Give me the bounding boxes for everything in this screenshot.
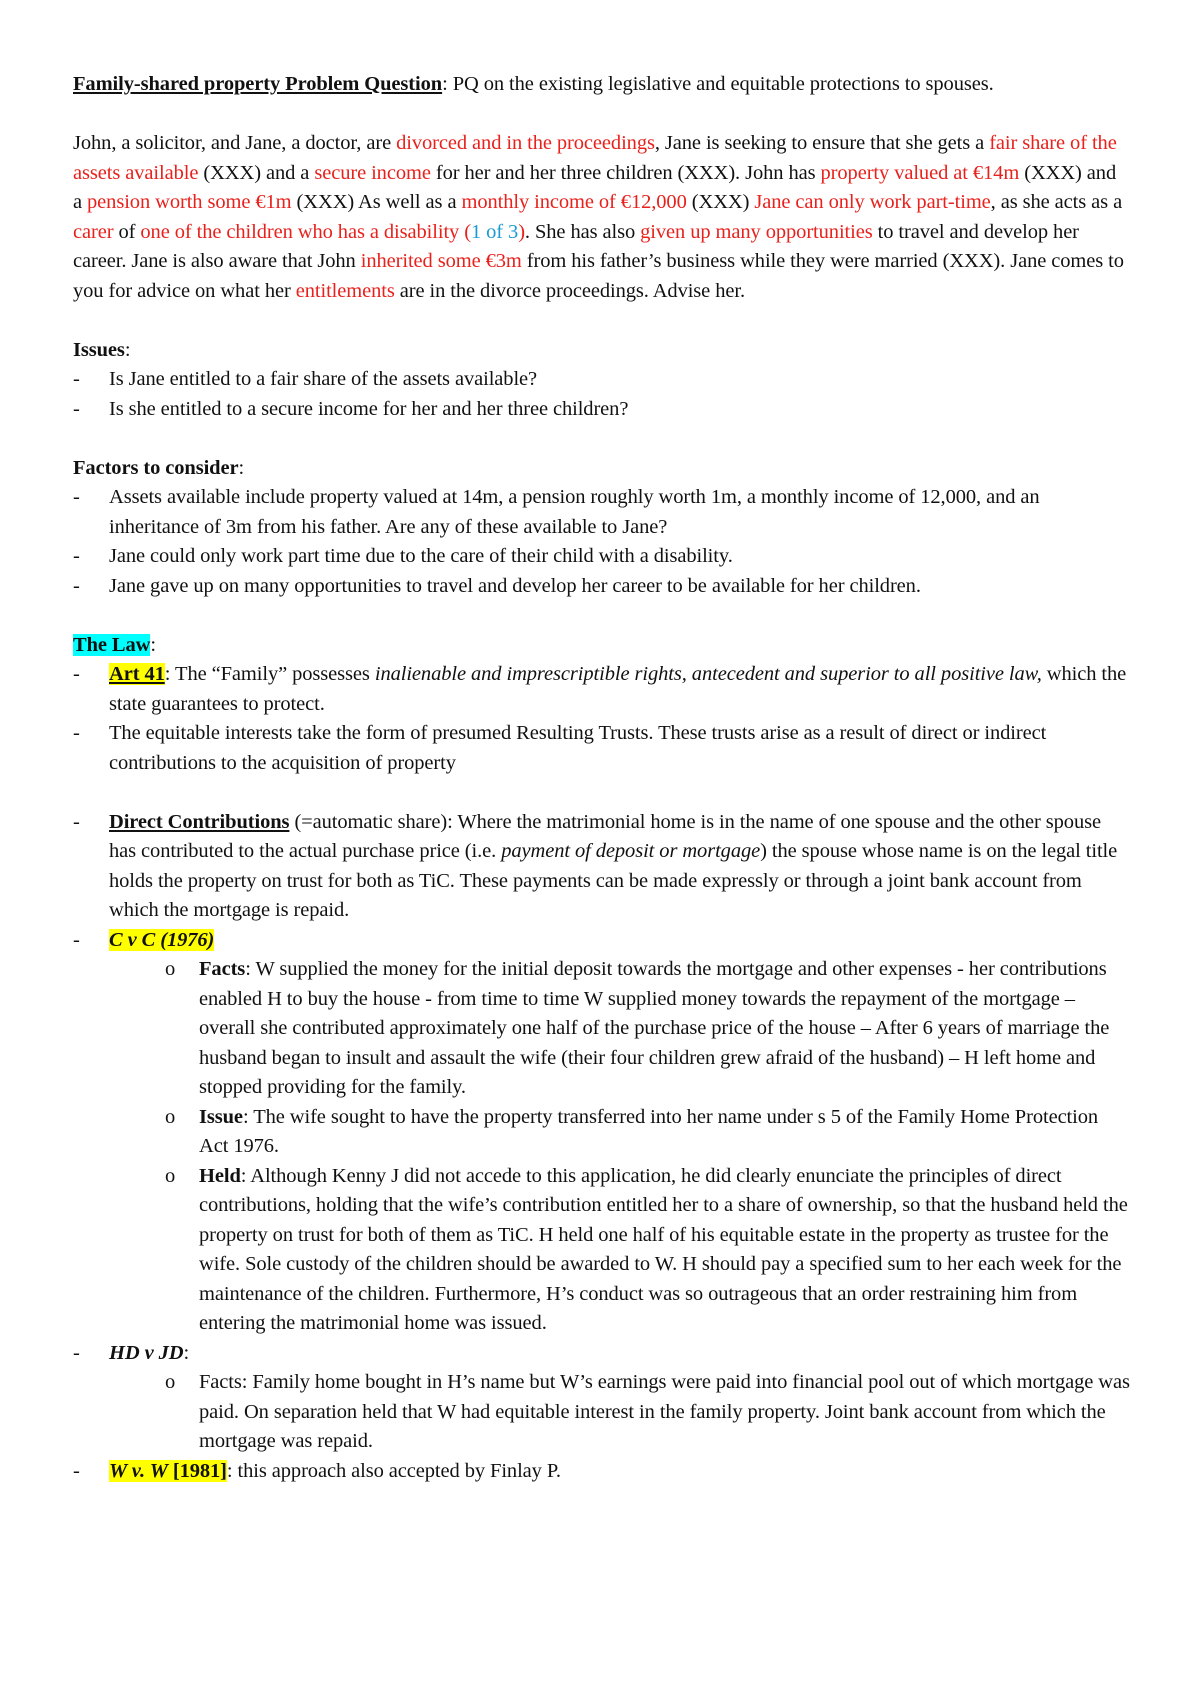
direct-contributions-label: Direct Contributions [109, 810, 290, 833]
issues-heading-label: Issues [73, 338, 125, 361]
issue-item: - Is she entitled to a secure income for her and her three children? [73, 395, 1130, 425]
direct-contributions-text-b: ) the spouse whose name is on the legal title holds the property on trust for both as TiC. These payments can be made expressly or through a joint bank account from which the mortgage is repaid. [109, 840, 1118, 921]
direct-contributions-item [73, 808, 1130, 926]
scenario-text: , Jane is seeking to ensure that she gets a [654, 132, 990, 154]
case-cvc-facts-label: Facts [199, 958, 246, 980]
case-cvc-details [109, 955, 1130, 1339]
case-hdjd-item [73, 1339, 1130, 1457]
scenario-highlight: Jane can only work part-time [754, 191, 991, 213]
scenario-text: (XXX) As well as a [291, 191, 462, 213]
scenario-text: , as she acts as a [990, 191, 1123, 213]
scenario-highlight: entitlements [295, 279, 395, 302]
law-list [73, 660, 1130, 778]
scenario-text: for her and her three children (XXX). John has [430, 161, 821, 184]
law-heading-label: The Law [73, 633, 151, 656]
issues-list [73, 365, 1130, 424]
case-cvc-name: C v C (1976) [109, 928, 215, 951]
scenario-highlight: fair share of the assets available [73, 132, 1117, 184]
case-cvc-issue-label: Issue [199, 1105, 243, 1128]
case-cvc-item [73, 926, 1130, 1339]
art41-quote: inalienable and imprescriptible rights, antecedent and superior to all positive law, [374, 663, 1042, 685]
factors-heading-colon: : [238, 456, 245, 479]
scenario-text: (XXX) [686, 191, 755, 213]
scenario-highlight: pension worth some €1m [87, 191, 292, 213]
document-subtitle: PQ on the existing legislative and equitable protections to spouses. [452, 73, 994, 95]
case-wvw-year: [1981] [167, 1459, 227, 1482]
law-heading-colon: : [150, 633, 156, 656]
scenario-text: John, a solicitor, and Jane, a doctor, are [73, 132, 397, 154]
factor-item: - Jane could only work part time due to the care of their child with a disability. [73, 542, 1130, 572]
scenario-highlight: ) [518, 220, 525, 243]
scenario-highlight: carer [73, 220, 114, 243]
issue-item: - Is Jane entitled to a fair share of the assets available? [73, 365, 1130, 395]
scenario-highlight: ( [459, 220, 471, 243]
scenario-highlight: divorced and in the proceedings [396, 132, 655, 154]
case-hdjd-details [109, 1368, 1130, 1457]
scenario-text: are in the divorce proceedings. Advise her. [394, 279, 745, 302]
case-cvc-held-text: : Although Kenny J did not accede to this application, he did clearly enunciate the principles of direct contributions, holding that the wife’s contribution entitled her to a share of ownership, so that the husband held the property on trust for both of them as TiC. H held one half of his equitable estate in the property as trustee for the wife. Sole custody of the children should be awarded to W. H should pay a specified sum to her each week for the maintenance of the children. Furthermore, H’s conduct was so outrageous that an order restraining him from entering the matrimonial home was issued. [199, 1164, 1128, 1334]
scenario-highlight: one of the children who has a disability [140, 220, 460, 243]
title-paragraph [73, 70, 1130, 100]
case-cvc-issue [109, 1103, 1130, 1162]
case-wvw-text: : this approach also accepted by Finlay P. [226, 1459, 561, 1482]
scenario-highlight: property valued at €14m [820, 161, 1020, 184]
case-hdjd-colon: : [183, 1341, 190, 1364]
factors-list [73, 483, 1130, 601]
scenario-highlight: given up many opportunities [640, 220, 873, 243]
case-wvw-item [73, 1457, 1130, 1487]
factor-item: - Assets available include property valued at 14m, a pension roughly worth 1m, a monthly income of 12,000, and an inheritance of 3m from his father. Are any of these available to Jane? [73, 483, 1130, 542]
case-cvc-facts [109, 955, 1130, 1103]
art41-text-a: : The “Family” possesses [164, 663, 375, 685]
contributions-list [73, 808, 1130, 1487]
law-heading [73, 631, 1130, 661]
factor-item: - Jane gave up on many opportunities to travel and develop her career to be available for her children. [73, 572, 1130, 602]
case-cvc-facts-text: : W supplied the money for the initial deposit towards the mortgage and other expenses - her contributions enabled H to buy the house - from time to time W supplied money towards the repayment of the mortgage – overall she contributed approximately one half of the purchase price of the house – After 6 years of marriage the husband began to insult and assault the wife (their four children grew afraid of the husband) – H left home and stopped providing for the family. [199, 958, 1110, 1098]
issues-heading-colon: : [124, 338, 131, 361]
art41-text-b: which the state guarantees to protect. [109, 663, 1127, 715]
title-colon: : [442, 73, 453, 95]
case-cvc-issue-text: : The wife sought to have the property transferred into her name under s 5 of the Family Home Protection Act 1976. [199, 1105, 1099, 1157]
scenario-highlight: monthly income of €12,000 [461, 191, 687, 213]
case-cvc-held [109, 1162, 1130, 1339]
scenario-text: from his father’s business while they were married (XXX). Jane comes to you for advice on what her [73, 250, 1124, 302]
scenario-highlight: inherited some €3m [360, 250, 522, 272]
direct-contributions-text-a: (=automatic share): Where the matrimonial home is in the name of one spouse and the other spouse has contributed to the actual purchase price (i.e. [109, 810, 1101, 862]
direct-contributions-example: payment of deposit or mortgage [501, 840, 761, 862]
case-cvc-held-label: Held [199, 1164, 241, 1187]
case-hdjd-facts: o Facts: Family home bought in H’s name but W’s earnings were paid into financial pool out of which mortgage was paid. On separation held that W had equitable interest in the family property. Joint bank account from which the mortgage was repaid. [109, 1368, 1130, 1457]
factors-heading-label: Factors to consider [73, 456, 239, 479]
document-title: Family-shared property Problem Question [73, 73, 443, 95]
issues-heading [73, 336, 1130, 366]
scenario-text: to travel and develop her career. Jane is also aware that John [73, 220, 1079, 272]
case-hdjd-name: HD v JD [109, 1341, 184, 1364]
scenario-text: . She has also [524, 220, 641, 243]
case-wvw-name: W v. W [109, 1459, 168, 1482]
factors-heading [73, 454, 1130, 484]
art41-label: Art 41 [109, 663, 165, 685]
scenario-text: (XXX) and a [73, 161, 1117, 213]
scenario-text: of [113, 220, 141, 243]
resulting-trusts-item: - The equitable interests take the form of presumed Resulting Trusts. These trusts arise as a result of direct or indirect contributions to the acquisition of property [73, 719, 1130, 778]
scenario-paragraph [73, 129, 1130, 306]
scenario-highlight: 1 of 3 [470, 220, 519, 243]
scenario-text: (XXX) and a [198, 161, 315, 184]
art41-item [73, 660, 1130, 719]
scenario-highlight: secure income [314, 161, 431, 184]
